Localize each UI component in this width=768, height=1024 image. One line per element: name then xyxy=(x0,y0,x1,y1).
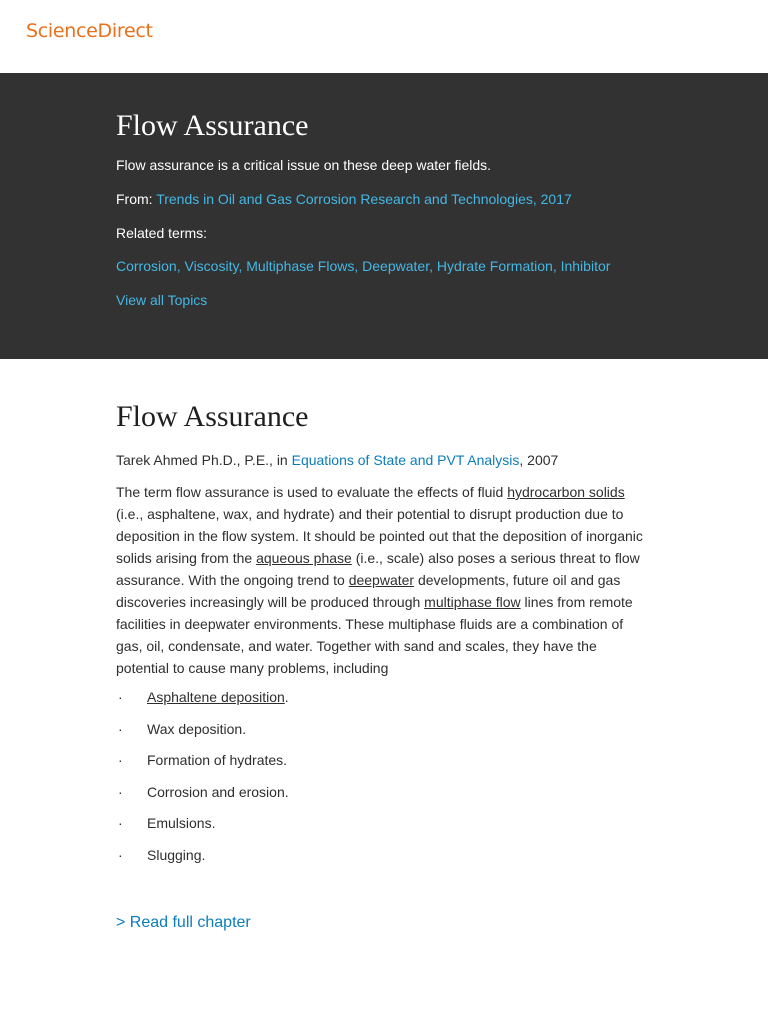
topic-hero xyxy=(0,73,768,359)
chapter-byline xyxy=(116,451,652,469)
read-full-chapter-link[interactable]: > Read full chapter xyxy=(116,913,251,931)
top-bar xyxy=(0,0,768,73)
bullet-marker: · xyxy=(118,783,123,800)
term-separator: , xyxy=(429,258,437,274)
list-item xyxy=(116,688,652,720)
topic-description: Flow assurance is a critical issue on these deep water fields. xyxy=(116,157,492,173)
bullet-marker: · xyxy=(118,720,123,737)
excerpt-text: (i.e., asphaltene, wax, and hydrate) and their potential to disrupt production due to deposition in the flow system. It should be pointed out that the deposition of inorganic solids arising from the xyxy=(116,506,643,566)
source-book-link[interactable]: Trends in Oil and Gas Corrosion Research and Technologies, 2017 xyxy=(156,191,572,207)
problems-list xyxy=(116,688,652,878)
list-item-text: Formation of hydrates. xyxy=(147,752,288,769)
hydrocarbon-solids-link[interactable]: hydrocarbon solids xyxy=(507,484,625,500)
aqueous-phase-link[interactable]: aqueous phase xyxy=(256,550,352,566)
excerpt-text: (i.e., scale) also poses a serious threat to flow assurance. With the ongoing trend to xyxy=(116,550,640,588)
list-item xyxy=(116,814,652,846)
term-separator: , xyxy=(552,258,561,274)
term-separator: , xyxy=(354,258,363,274)
related-term-corrosion[interactable]: Corrosion xyxy=(116,258,177,274)
related-term-hydrate-formation[interactable]: Hydrate Formation xyxy=(436,258,553,274)
term-separator: , xyxy=(238,258,247,274)
excerpt-text: The term flow assurance is used to evaluate the effects of fluid xyxy=(116,484,508,500)
sciencedirect-logo[interactable]: ScienceDirect xyxy=(26,20,153,42)
bullet-marker: · xyxy=(118,846,123,863)
topic-source xyxy=(116,190,768,208)
year-text: , 2007 xyxy=(519,452,559,468)
book-link[interactable]: Equations of State and PVT Analysis xyxy=(291,452,520,468)
list-item xyxy=(116,783,652,815)
bullet-marker: · xyxy=(118,689,123,705)
topic-title: Flow Assurance xyxy=(116,109,309,142)
excerpt-text: lines from remote facilities in deepwater environments. These multiphase fluids are a combination of gas, oil, condensate, and water. Together with sand and scales, they have the potential to cause many problems, including xyxy=(116,594,633,676)
author-text: Tarek Ahmed Ph.D., P.E., in xyxy=(116,452,292,468)
chapter-excerpt xyxy=(116,481,644,679)
related-terms-list xyxy=(116,257,768,275)
list-item-text: Wax deposition. xyxy=(147,720,247,737)
list-item xyxy=(116,720,652,752)
related-term-deepwater[interactable]: Deepwater xyxy=(362,258,430,274)
asphaltene-deposition-link[interactable]: Asphaltene deposition xyxy=(147,689,285,705)
related-term-viscosity[interactable]: Viscosity xyxy=(184,258,239,274)
related-terms-label: Related terms: xyxy=(116,225,208,241)
chapter-section xyxy=(0,359,652,932)
list-item-text: Emulsions. xyxy=(147,815,216,832)
list-item xyxy=(116,751,652,783)
bullet-marker: · xyxy=(118,752,123,769)
view-all-topics-link[interactable]: View all Topics xyxy=(116,292,208,308)
list-item xyxy=(116,846,652,878)
source-prefix: From: xyxy=(116,191,157,207)
bullet-marker: · xyxy=(118,815,123,832)
term-separator: , xyxy=(176,258,185,274)
related-term-multiphase-flows[interactable]: Multiphase Flows xyxy=(246,258,355,274)
chapter-title: Flow Assurance xyxy=(116,400,309,433)
bullet-suffix: . xyxy=(284,689,289,705)
excerpt-text: developments, future oil and gas discoveries increasingly will be produced through xyxy=(116,572,621,610)
multiphase-flow-link[interactable]: multiphase flow xyxy=(424,594,521,610)
list-item-text: Slugging. xyxy=(147,846,206,863)
related-term-inhibitor[interactable]: Inhibitor xyxy=(560,258,611,274)
deepwater-link[interactable]: deepwater xyxy=(348,572,415,588)
list-item-text: Corrosion and erosion. xyxy=(147,783,289,800)
